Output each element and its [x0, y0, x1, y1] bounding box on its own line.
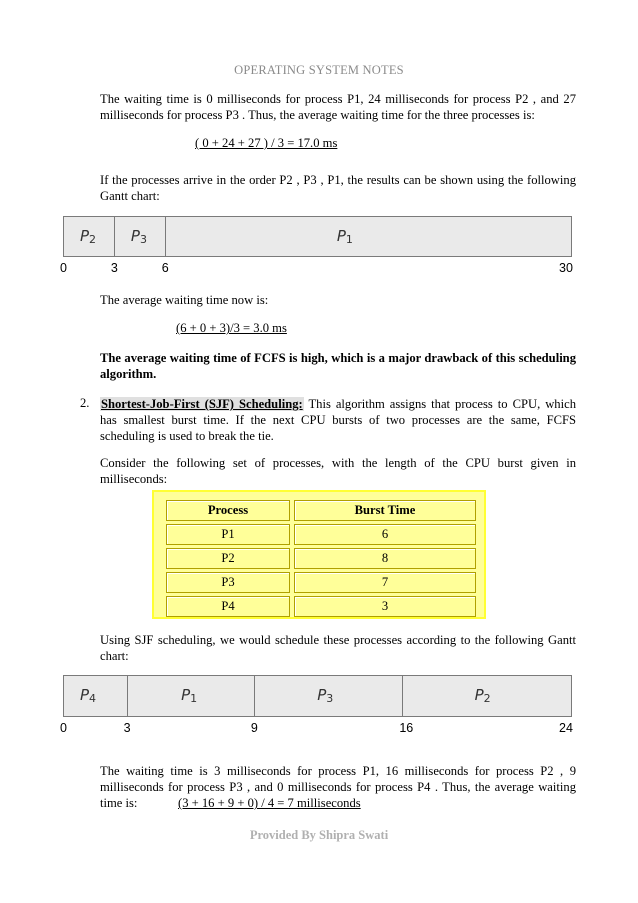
gantt-segment [128, 676, 255, 716]
paragraph-average-now: The average waiting time now is: [100, 293, 269, 307]
gantt-process-label: $P_3$ [130, 227, 147, 246]
sjf-title: Shortest-Job-First (SJF) Scheduling: [101, 397, 303, 411]
gantt-tick-label: 16 [399, 721, 414, 735]
sjf-description [100, 396, 576, 444]
paragraph-sjf-waiting-time: The waiting time is 3 milliseconds for process P1, 16 milliseconds for process P2 , 9 milliseconds for process P3 , and 0 milliseconds for process P4 . Thus, the average waiting time is: [100, 764, 576, 810]
table-cell: P3 [166, 572, 290, 593]
table-cell: 6 [294, 524, 476, 545]
gantt-tick-label: 9 [250, 721, 258, 735]
gantt-tick-label: 0 [60, 261, 67, 275]
paragraph-waiting-time-fcfs: The waiting time is 0 milliseconds for process P1, 24 milliseconds for process P2 , and 27 milliseconds for process P3 . Thus, the average waiting time for the three processes is: [100, 92, 576, 122]
gantt-process-label: $P_1$ [181, 686, 198, 705]
paragraph-sjf-gantt-intro: Using SJF scheduling, we would schedule these processes according to the following Gantt chart: [100, 633, 576, 663]
gantt-chart-fcfs [63, 216, 572, 257]
gantt-process-label: $P_2$ [80, 227, 97, 246]
gantt-process-label: $P_3$ [317, 686, 334, 705]
gantt-tick-label: 3 [123, 721, 131, 735]
gantt-tick-label: 24 [559, 721, 573, 735]
formula-average-fcfs: ( 0 + 24 + 27 ) / 3 = 17.0 ms [195, 136, 338, 150]
gantt-process-label: $P_2$ [474, 686, 491, 705]
sjf-text: This algorithm assigns that process to CPU, which has smallest burst time. If the next CPU bursts of two processes are the same, FCFS scheduling is used to break the tie. [100, 397, 576, 443]
table-cell: P1 [166, 524, 290, 545]
formula-average-sjf: (3 + 16 + 9 + 0) / 4 = 7 milliseconds [178, 796, 361, 810]
table-cell: P2 [166, 548, 290, 569]
gantt-process-label: $P_1$ [336, 227, 353, 246]
gantt-chart-sjf [63, 675, 572, 717]
process-burst-table [152, 490, 486, 619]
gantt-segment [403, 676, 573, 716]
gantt-tick-label: 3 [110, 261, 118, 275]
gantt-segment [166, 217, 573, 256]
gantt-segment [115, 217, 166, 256]
gantt-process-label: $P_4$ [80, 686, 97, 705]
table-cell: 7 [294, 572, 476, 593]
paragraph-arrival-order: If the processes arrive in the order P2 , P3 , P1, the results can be shown using the following Gantt chart: [100, 173, 576, 203]
paragraph-consider-processes: Consider the following set of processes, with the length of the CPU burst given in milliseconds: [100, 456, 576, 486]
gantt-segment [64, 676, 128, 716]
table-cell: 8 [294, 548, 476, 569]
list-number: 2. [80, 396, 90, 410]
gantt-tick-label: 6 [161, 261, 169, 275]
table-cell: 3 [294, 596, 476, 617]
gantt-segment [255, 676, 403, 716]
paragraph-fcfs-drawback: The average waiting time of FCFS is high, which is a major drawback of this scheduling algorithm. [100, 351, 576, 381]
table-header-cell: Burst Time [294, 500, 476, 521]
page-header: OPERATING SYSTEM NOTES [234, 63, 404, 77]
gantt-tick-label: 30 [559, 261, 573, 275]
gantt-tick-label: 0 [60, 721, 67, 735]
table-cell: P4 [166, 596, 290, 617]
page-footer: Provided By Shipra Swati [249, 828, 389, 842]
gantt-segment [64, 217, 115, 256]
formula-average-reordered: (6 + 0 + 3)/3 = 3.0 ms [176, 321, 287, 335]
table-header-cell: Process [166, 500, 290, 521]
